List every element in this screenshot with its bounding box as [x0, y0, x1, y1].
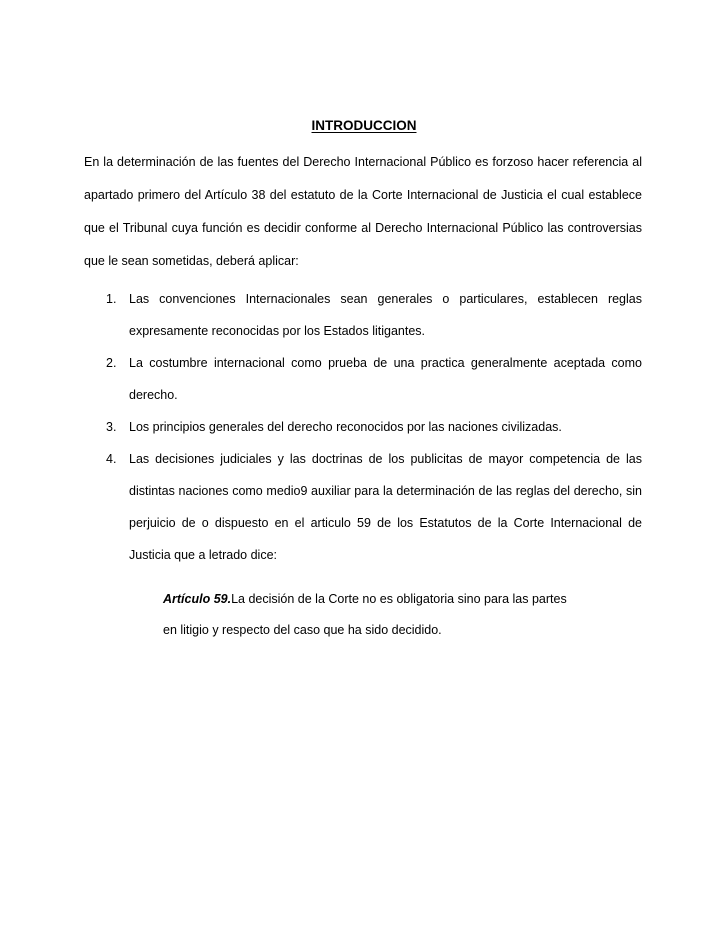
list-item-number: 1.	[106, 292, 117, 306]
list-item-text: La costumbre internacional como prueba de una practica generalmente aceptada como derecho.	[129, 356, 642, 402]
article-reference: Artículo 59.	[163, 592, 232, 606]
list-item-number: 3.	[106, 420, 117, 434]
list-item-number: 2.	[106, 356, 117, 370]
article-text: La decisión de la Corte no es obligatoria sino para las partes en litigio y respecto del caso que ha sido decidido.	[163, 592, 567, 637]
intro-paragraph: En la determinación de las fuentes del Derecho Internacional Público es forzoso hacer referencia al apartado primero del Artículo 38 del estatuto de la Corte Internacional de Justicia el cual establece que el Tribunal cuya función es decidir conforme al Derecho Internacional Público las controversias que le sean sometidas, deberá aplicar:	[84, 155, 642, 268]
list-item-text: Las decisiones judiciales y las doctrinas de los publicitas de mayor competencia de las distintas naciones como medio9 auxiliar para la determinación de las reglas del derecho, sin perjuicio de o dispuesto en el articulo 59 de los Estatutos de la Corte Internacional de Justicia que a letrado dice:	[129, 452, 642, 562]
list-item	[84, 411, 642, 443]
list-item	[84, 347, 642, 411]
article-quote	[163, 584, 583, 646]
sources-list	[84, 283, 642, 571]
list-item-text: Las convenciones Internacionales sean generales o particulares, establecen reglas expresamente reconocidas por los Estados litigantes.	[129, 292, 642, 338]
list-item	[84, 443, 642, 571]
document-title: INTRODUCCION	[311, 118, 417, 133]
list-item-text: Los principios generales del derecho reconocidos por las naciones civilizadas.	[129, 420, 562, 434]
list-item-number: 4.	[106, 452, 117, 466]
list-item	[84, 283, 642, 347]
